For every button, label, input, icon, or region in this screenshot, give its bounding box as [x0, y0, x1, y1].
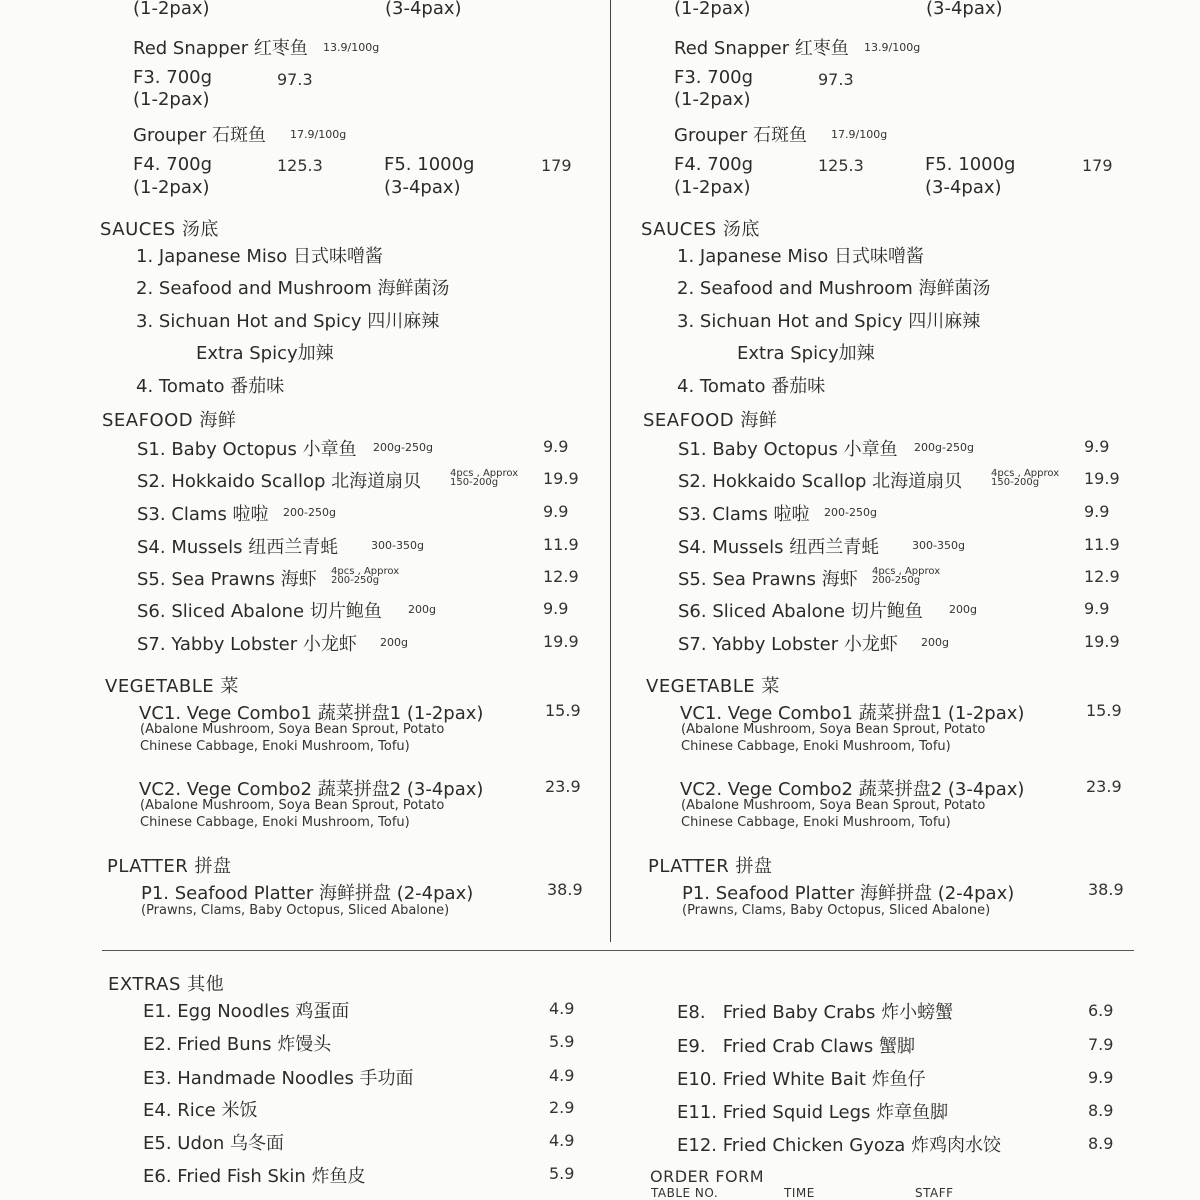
vegetable-item-name: VC1. Vege Combo1 蔬菜拼盘1 (1-2pax) [680, 703, 1025, 724]
extras-title: EXTRAS 其他 [108, 974, 225, 995]
platter-item-name: P1. Seafood Platter 海鲜拼盘 (2-4pax) [682, 883, 1015, 904]
seafood-item-name: S3. Clams 啦啦 [678, 504, 810, 525]
platter-title: PLATTER 拼盘 [648, 856, 773, 877]
section-divider [102, 950, 1134, 951]
seafood-item-name: S6. Sliced Abalone 切片鲍鱼 [137, 601, 382, 622]
fish-option-price: 125.3 [277, 156, 323, 175]
seafood-item-note: 200-250g [824, 506, 877, 519]
seafood-item-note: 200g [408, 603, 436, 616]
fish-rate: 13.9/100g [864, 41, 921, 54]
vegetable-item-price: 15.9 [545, 701, 581, 720]
extras-item-name: E11. Fried Squid Legs 炸章鱼脚 [677, 1102, 949, 1123]
sauce-item: 4. Tomato 番茄味 [136, 376, 285, 397]
fish-rate: 17.9/100g [290, 128, 347, 141]
sauce-item: 4. Tomato 番茄味 [677, 376, 826, 397]
fish-name: Grouper 石斑鱼 [133, 125, 266, 146]
fish-name: Red Snapper 红枣鱼 [674, 38, 849, 59]
extras-item-price: 9.9 [1088, 1068, 1114, 1087]
extras-item-price: 4.9 [549, 1066, 575, 1085]
extras-item-name: E8. Fried Baby Crabs 炸小螃蟹 [677, 1002, 954, 1023]
platter-item-price: 38.9 [1088, 880, 1124, 899]
seafood-item-note: 200-250g [283, 506, 336, 519]
order-form-staff: STAFF [915, 1186, 954, 1200]
seafood-item-price: 9.9 [1084, 502, 1110, 521]
extras-item-price: 7.9 [1088, 1035, 1114, 1054]
extras-item-name: E3. Handmade Noodles 手功面 [143, 1068, 414, 1089]
seafood-item-note: 300-350g [371, 539, 424, 552]
fish-name: Grouper 石斑鱼 [674, 125, 807, 146]
fish-option-price: 125.3 [818, 156, 864, 175]
seafood-item-price: 19.9 [543, 632, 579, 651]
fish-option-code: F3. 700g [674, 67, 754, 88]
platter-item-desc: (Prawns, Clams, Baby Octopus, Sliced Abalone) [141, 903, 450, 918]
seafood-item-price: 9.9 [543, 502, 569, 521]
extras-item-price: 8.9 [1088, 1134, 1114, 1153]
fish-option-price: 97.3 [818, 70, 854, 89]
sauce-item: 2. Seafood and Mushroom 海鲜菌汤 [677, 278, 991, 299]
extras-item-name: E5. Udon 乌冬面 [143, 1133, 285, 1154]
fish-option-price: 97.3 [277, 70, 313, 89]
fish-option-pax: (1-2pax) [133, 89, 210, 110]
seafood-item-note: 4pcs , Approx [331, 566, 400, 577]
seafood-item-note: 4pcs , Approx [450, 468, 519, 479]
sauce-item: Extra Spicy加辣 [196, 343, 334, 364]
sauce-item: 3. Sichuan Hot and Spicy 四川麻辣 [136, 311, 440, 332]
seafood-item-price: 9.9 [543, 599, 569, 618]
extras-item-name: E12. Fried Chicken Gyoza 炸鸡肉水饺 [677, 1135, 1002, 1156]
vegetable-item-desc: (Abalone Mushroom, Soya Bean Sprout, Potato [140, 798, 445, 813]
fish-pax-label: (1-2pax) [674, 0, 751, 19]
seafood-item-name: S1. Baby Octopus 小章鱼 [137, 439, 357, 460]
seafood-item-price: 19.9 [1084, 469, 1120, 488]
seafood-item-price: 11.9 [1084, 535, 1120, 554]
extras-item-price: 5.9 [549, 1164, 575, 1183]
extras-item-name: E6. Fried Fish Skin 炸鱼皮 [143, 1166, 366, 1187]
column-divider [610, 0, 611, 942]
fish-pax-label: (3-4pax) [385, 0, 462, 19]
seafood-item-name: S3. Clams 啦啦 [137, 504, 269, 525]
vegetable-item-price: 15.9 [1086, 701, 1122, 720]
vegetable-item-desc: Chinese Cabbage, Enoki Mushroom, Tofu) [140, 815, 410, 830]
vegetable-item-price: 23.9 [1086, 777, 1122, 796]
fish-pax-label: (1-2pax) [133, 0, 210, 19]
seafood-item-price: 9.9 [1084, 437, 1110, 456]
platter-item-desc: (Prawns, Clams, Baby Octopus, Sliced Abalone) [682, 903, 991, 918]
order-form-title: ORDER FORM [650, 1167, 765, 1186]
extras-item-price: 2.9 [549, 1098, 575, 1117]
extras-item-name: E2. Fried Buns 炸馒头 [143, 1034, 332, 1055]
extras-item-name: E4. Rice 米饭 [143, 1100, 258, 1121]
extras-item-price: 5.9 [549, 1032, 575, 1051]
seafood-item-note: 4pcs , Approx [872, 566, 941, 577]
extras-item-name: E10. Fried White Bait 炸鱼仔 [677, 1069, 926, 1090]
vegetable-item-desc: Chinese Cabbage, Enoki Mushroom, Tofu) [140, 739, 410, 754]
platter-item-price: 38.9 [547, 880, 583, 899]
fish-option-code: F4. 700g [133, 154, 213, 175]
vegetable-item-name: VC2. Vege Combo2 蔬菜拼盘2 (3-4pax) [139, 779, 484, 800]
seafood-item-note: 150-200g [991, 477, 1040, 488]
sauce-item: 2. Seafood and Mushroom 海鲜菌汤 [136, 278, 450, 299]
seafood-item-name: S6. Sliced Abalone 切片鲍鱼 [678, 601, 923, 622]
fish-option-pax: (1-2pax) [133, 177, 210, 198]
sauce-item: 3. Sichuan Hot and Spicy 四川麻辣 [677, 311, 981, 332]
platter-item-name: P1. Seafood Platter 海鲜拼盘 (2-4pax) [141, 883, 474, 904]
seafood-item-name: S5. Sea Prawns 海虾 [678, 569, 858, 590]
fish-option-price: 179 [541, 156, 572, 175]
seafood-item-name: S5. Sea Prawns 海虾 [137, 569, 317, 590]
seafood-title: SEAFOOD 海鲜 [102, 410, 237, 431]
fish-option-code: F5. 1000g [925, 154, 1016, 175]
seafood-item-note: 200g [380, 636, 408, 649]
extras-item-price: 4.9 [549, 999, 575, 1018]
vegetable-item-desc: (Abalone Mushroom, Soya Bean Sprout, Potato [681, 798, 986, 813]
vegetable-item-name: VC1. Vege Combo1 蔬菜拼盘1 (1-2pax) [139, 703, 484, 724]
sauce-item: Extra Spicy加辣 [737, 343, 875, 364]
fish-option-pax: (1-2pax) [674, 177, 751, 198]
seafood-item-name: S2. Hokkaido Scallop 北海道扇贝 [137, 471, 422, 492]
seafood-item-note: 150-200g [450, 477, 499, 488]
fish-pax-label: (3-4pax) [926, 0, 1003, 19]
vegetable-item-price: 23.9 [545, 777, 581, 796]
seafood-item-price: 9.9 [1084, 599, 1110, 618]
vegetable-item-desc: (Abalone Mushroom, Soya Bean Sprout, Potato [140, 722, 445, 737]
seafood-item-price: 12.9 [1084, 567, 1120, 586]
seafood-item-name: S7. Yabby Lobster 小龙虾 [137, 634, 357, 655]
fish-option-price: 179 [1082, 156, 1113, 175]
seafood-item-name: S2. Hokkaido Scallop 北海道扇贝 [678, 471, 963, 492]
seafood-item-note: 200-250g [331, 575, 380, 586]
sauce-item: 1. Japanese Miso 日式味噌酱 [677, 246, 924, 267]
vegetable-item-desc: (Abalone Mushroom, Soya Bean Sprout, Potato [681, 722, 986, 737]
platter-title: PLATTER 拼盘 [107, 856, 232, 877]
fish-option-pax: (3-4pax) [384, 177, 461, 198]
seafood-item-price: 12.9 [543, 567, 579, 586]
seafood-item-price: 19.9 [543, 469, 579, 488]
order-form-table-no: TABLE NO. [651, 1186, 719, 1200]
extras-item-price: 4.9 [549, 1131, 575, 1150]
seafood-item-note: 200g [921, 636, 949, 649]
sauce-item: 1. Japanese Miso 日式味噌酱 [136, 246, 383, 267]
fish-option-pax: (3-4pax) [925, 177, 1002, 198]
vegetable-item-desc: Chinese Cabbage, Enoki Mushroom, Tofu) [681, 815, 951, 830]
vegetable-item-name: VC2. Vege Combo2 蔬菜拼盘2 (3-4pax) [680, 779, 1025, 800]
seafood-item-note: 200g [949, 603, 977, 616]
seafood-item-note: 200g-250g [914, 441, 974, 454]
seafood-item-price: 19.9 [1084, 632, 1120, 651]
order-form-time: TIME [784, 1186, 815, 1200]
seafood-item-note: 300-350g [912, 539, 965, 552]
extras-item-price: 6.9 [1088, 1001, 1114, 1020]
seafood-title: SEAFOOD 海鲜 [643, 410, 778, 431]
vegetable-item-desc: Chinese Cabbage, Enoki Mushroom, Tofu) [681, 739, 951, 754]
seafood-item-name: S4. Mussels 纽西兰青蚝 [137, 537, 339, 558]
extras-item-price: 8.9 [1088, 1101, 1114, 1120]
seafood-item-note: 200-250g [872, 575, 921, 586]
vegetable-title: VEGETABLE 菜 [646, 676, 780, 697]
fish-name: Red Snapper 红枣鱼 [133, 38, 308, 59]
seafood-item-note: 4pcs , Approx [991, 468, 1060, 479]
seafood-item-price: 9.9 [543, 437, 569, 456]
fish-rate: 13.9/100g [323, 41, 380, 54]
seafood-item-name: S1. Baby Octopus 小章鱼 [678, 439, 898, 460]
fish-rate: 17.9/100g [831, 128, 888, 141]
fish-option-code: F4. 700g [674, 154, 754, 175]
fish-option-code: F5. 1000g [384, 154, 475, 175]
fish-option-pax: (1-2pax) [674, 89, 751, 110]
seafood-item-note: 200g-250g [373, 441, 433, 454]
seafood-item-name: S4. Mussels 纽西兰青蚝 [678, 537, 880, 558]
extras-item-name: E1. Egg Noodles 鸡蛋面 [143, 1001, 350, 1022]
seafood-item-price: 11.9 [543, 535, 579, 554]
seafood-item-name: S7. Yabby Lobster 小龙虾 [678, 634, 898, 655]
vegetable-title: VEGETABLE 菜 [105, 676, 239, 697]
extras-item-name: E9. Fried Crab Claws 蟹脚 [677, 1036, 915, 1057]
sauces-title: SAUCES 汤底 [641, 219, 760, 240]
fish-option-code: F3. 700g [133, 67, 213, 88]
sauces-title: SAUCES 汤底 [100, 219, 219, 240]
